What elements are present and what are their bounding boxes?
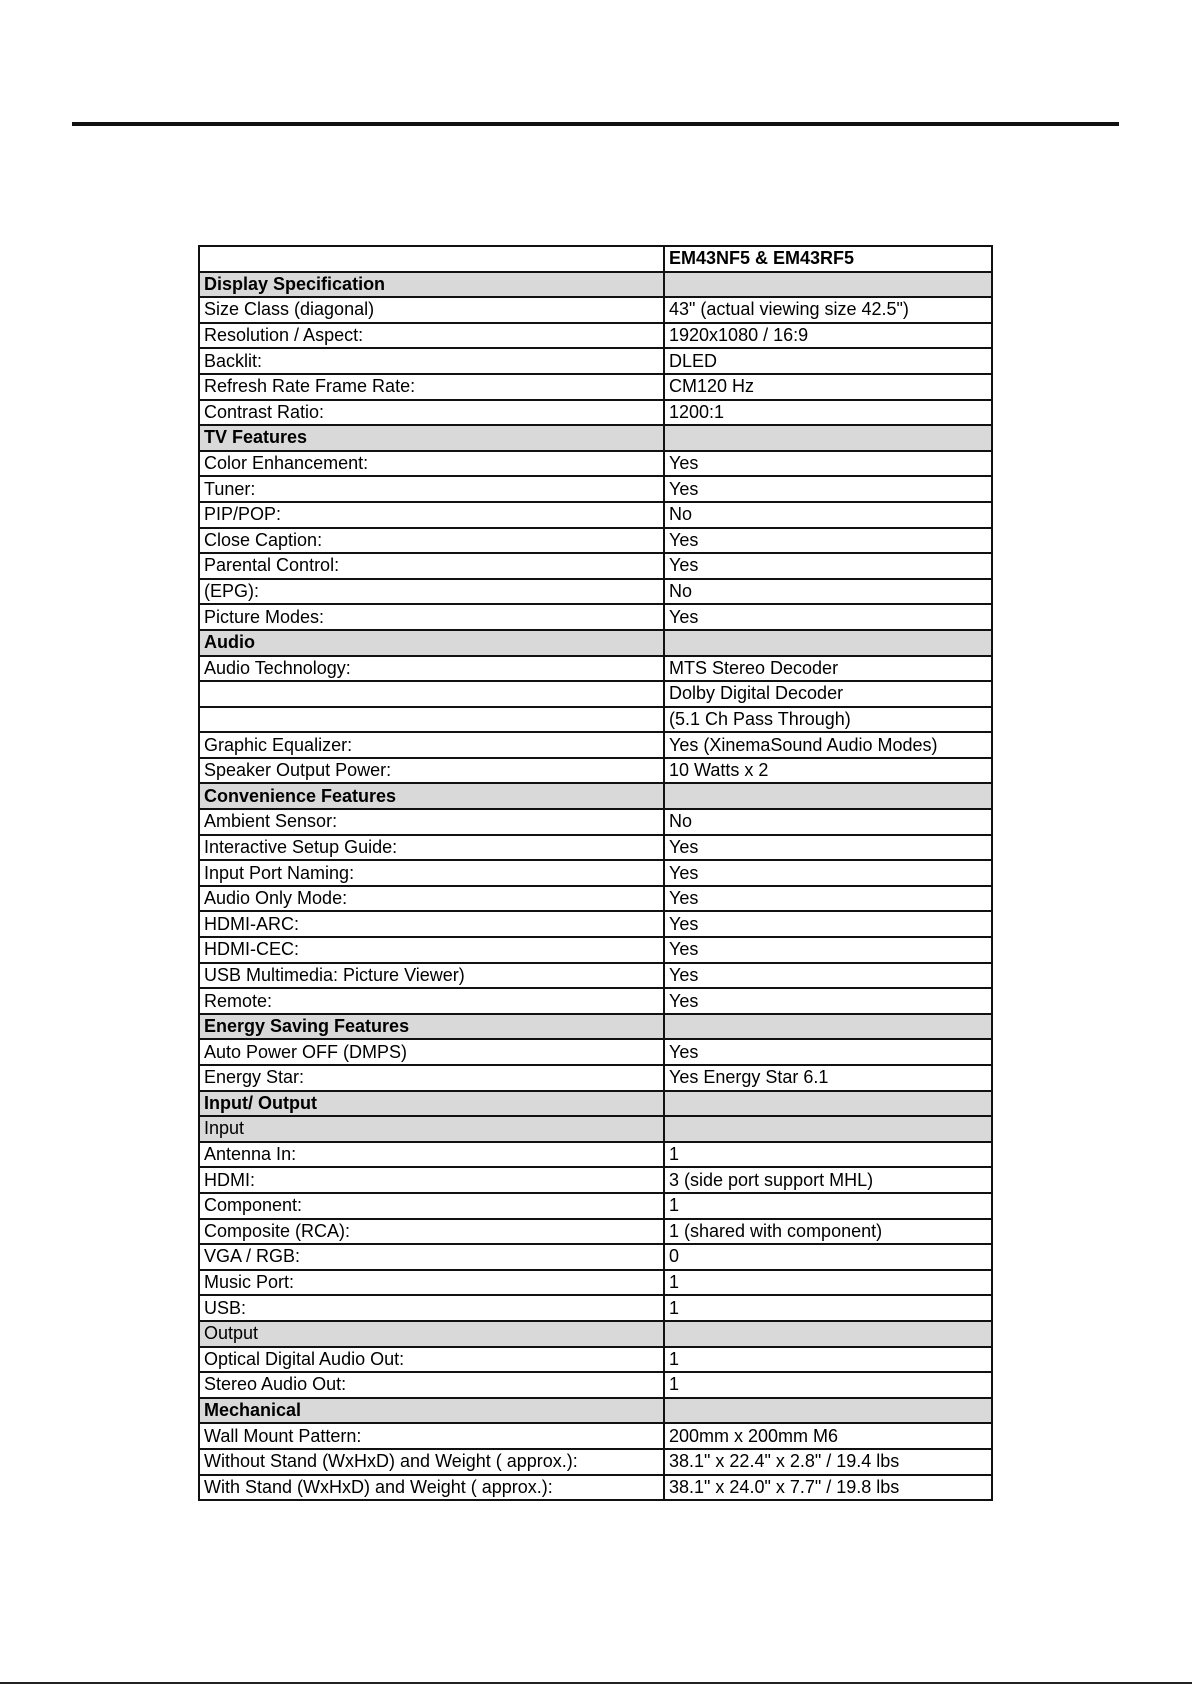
spec-value: 1200:1 [664,400,992,426]
spec-row [199,1347,992,1373]
spec-label: HDMI: [199,1167,664,1193]
spec-row [199,656,992,682]
spec-row [199,451,992,477]
spec-label: Speaker Output Power: [199,758,664,784]
section-title: Convenience Features [199,783,664,809]
spec-label [199,707,664,733]
spec-row [199,1270,992,1296]
spec-section-row [199,1398,992,1424]
spec-row [199,681,992,707]
spec-label: Stereo Audio Out: [199,1372,664,1398]
spec-label: Backlit: [199,348,664,374]
spec-row [199,911,992,937]
spec-row [199,758,992,784]
section-title: Input [199,1116,664,1142]
spec-label: VGA / RGB: [199,1244,664,1270]
spec-table-body [199,246,992,1500]
spec-label [199,681,664,707]
section-title: Output [199,1321,664,1347]
spec-label: Graphic Equalizer: [199,732,664,758]
spec-value: 43" (actual viewing size 42.5") [664,297,992,323]
spec-row [199,1449,992,1475]
spec-row [199,348,992,374]
spec-value: Yes [664,476,992,502]
spec-value: MTS Stereo Decoder [664,656,992,682]
section-title: Audio [199,630,664,656]
spec-row [199,579,992,605]
spec-row [199,1423,992,1449]
spec-row [199,528,992,554]
spec-label: HDMI-CEC: [199,937,664,963]
spec-label: Auto Power OFF (DMPS) [199,1039,664,1065]
spec-subsection-row [199,1321,992,1347]
spec-label: Picture Modes: [199,604,664,630]
spec-header-row [199,246,992,272]
spec-row [199,553,992,579]
spec-value: CM120 Hz [664,374,992,400]
spec-value: Yes [664,835,992,861]
spec-label: Close Caption: [199,528,664,554]
spec-value: Yes [664,1039,992,1065]
spec-value: No [664,502,992,528]
spec-section-row [199,1091,992,1117]
spec-label: Interactive Setup Guide: [199,835,664,861]
model-header: EM43NF5 & EM43RF5 [664,246,992,272]
top-rule [72,122,1119,126]
spec-value [664,630,992,656]
spec-label: Composite (RCA): [199,1219,664,1245]
spec-row [199,374,992,400]
spec-row [199,886,992,912]
spec-label: Ambient Sensor: [199,809,664,835]
spec-value [664,1091,992,1117]
spec-value [664,425,992,451]
spec-label: With Stand (WxHxD) and Weight ( approx.): [199,1475,664,1501]
spec-value: No [664,809,992,835]
spec-value [664,1014,992,1040]
spec-value: Yes (XinemaSound Audio Modes) [664,732,992,758]
spec-label: HDMI-ARC: [199,911,664,937]
spec-row [199,1039,992,1065]
spec-row [199,988,992,1014]
spec-value: 1 [664,1295,992,1321]
spec-label: Wall Mount Pattern: [199,1423,664,1449]
spec-section-row [199,425,992,451]
spec-value: Yes [664,604,992,630]
spec-label: PIP/POP: [199,502,664,528]
spec-row [199,1065,992,1091]
spec-value [664,783,992,809]
spec-value: 38.1" x 22.4" x 2.8" / 19.4 lbs [664,1449,992,1475]
spec-row [199,732,992,758]
spec-row [199,937,992,963]
spec-row [199,1167,992,1193]
spec-value: Yes [664,988,992,1014]
spec-value [664,1321,992,1347]
spec-label: Size Class (diagonal) [199,297,664,323]
spec-value: 0 [664,1244,992,1270]
spec-value: Yes [664,860,992,886]
spec-label: Input Port Naming: [199,860,664,886]
spec-label: Music Port: [199,1270,664,1296]
spec-value: 1920x1080 / 16:9 [664,323,992,349]
spec-value: 1 [664,1142,992,1168]
spec-label: Refresh Rate Frame Rate: [199,374,664,400]
spec-row [199,1219,992,1245]
spec-value: 3 (side port support MHL) [664,1167,992,1193]
spec-row [199,1295,992,1321]
section-title: Mechanical [199,1398,664,1424]
spec-row [199,707,992,733]
spec-label: Antenna In: [199,1142,664,1168]
section-title: Energy Saving Features [199,1014,664,1040]
spec-value: Yes Energy Star 6.1 [664,1065,992,1091]
spec-value: Dolby Digital Decoder [664,681,992,707]
spec-row [199,1142,992,1168]
spec-value: 1 (shared with component) [664,1219,992,1245]
spec-value: 200mm x 200mm M6 [664,1423,992,1449]
spec-row [199,1475,992,1501]
spec-value: Yes [664,963,992,989]
spec-section-row [199,1014,992,1040]
spec-table [198,245,993,1501]
spec-value: DLED [664,348,992,374]
spec-label: Energy Star: [199,1065,664,1091]
spec-value: Yes [664,886,992,912]
spec-value: Yes [664,553,992,579]
spec-label: Resolution / Aspect: [199,323,664,349]
spec-row [199,502,992,528]
spec-value: 38.1" x 24.0" x 7.7" / 19.8 lbs [664,1475,992,1501]
spec-row [199,297,992,323]
spec-value: 1 [664,1193,992,1219]
spec-row [199,1372,992,1398]
spec-row [199,323,992,349]
spec-value: Yes [664,528,992,554]
spec-row [199,400,992,426]
spec-label: Parental Control: [199,553,664,579]
spec-value: Yes [664,451,992,477]
spec-label: Tuner: [199,476,664,502]
spec-value: 1 [664,1347,992,1373]
spec-value: 1 [664,1372,992,1398]
spec-value: No [664,579,992,605]
spec-value: 10 Watts x 2 [664,758,992,784]
spec-label: Remote: [199,988,664,1014]
spec-value: Yes [664,937,992,963]
spec-row [199,835,992,861]
spec-label: Audio Technology: [199,656,664,682]
spec-section-row [199,783,992,809]
spec-row [199,604,992,630]
spec-row [199,1193,992,1219]
spec-value [664,1398,992,1424]
spec-row [199,860,992,886]
spec-label: USB Multimedia: Picture Viewer) [199,963,664,989]
spec-subsection-row [199,1116,992,1142]
spec-row [199,476,992,502]
spec-label: (EPG): [199,579,664,605]
spec-label: Contrast Ratio: [199,400,664,426]
spec-value: (5.1 Ch Pass Through) [664,707,992,733]
spec-value [664,272,992,298]
spec-value: Yes [664,911,992,937]
spec-label: Without Stand (WxHxD) and Weight ( approx.): [199,1449,664,1475]
spec-label: Component: [199,1193,664,1219]
spec-value: 1 [664,1270,992,1296]
spec-section-row [199,272,992,298]
spec-label: Audio Only Mode: [199,886,664,912]
spec-label: Color Enhancement: [199,451,664,477]
spec-row [199,963,992,989]
spec-section-row [199,630,992,656]
spec-row [199,1244,992,1270]
spec-row [199,809,992,835]
section-title: Input/ Output [199,1091,664,1117]
spec-header-blank [199,246,664,272]
bottom-rule [0,1682,1192,1684]
spec-label: Optical Digital Audio Out: [199,1347,664,1373]
spec-value [664,1116,992,1142]
spec-label: USB: [199,1295,664,1321]
section-title: Display Specification [199,272,664,298]
section-title: TV Features [199,425,664,451]
